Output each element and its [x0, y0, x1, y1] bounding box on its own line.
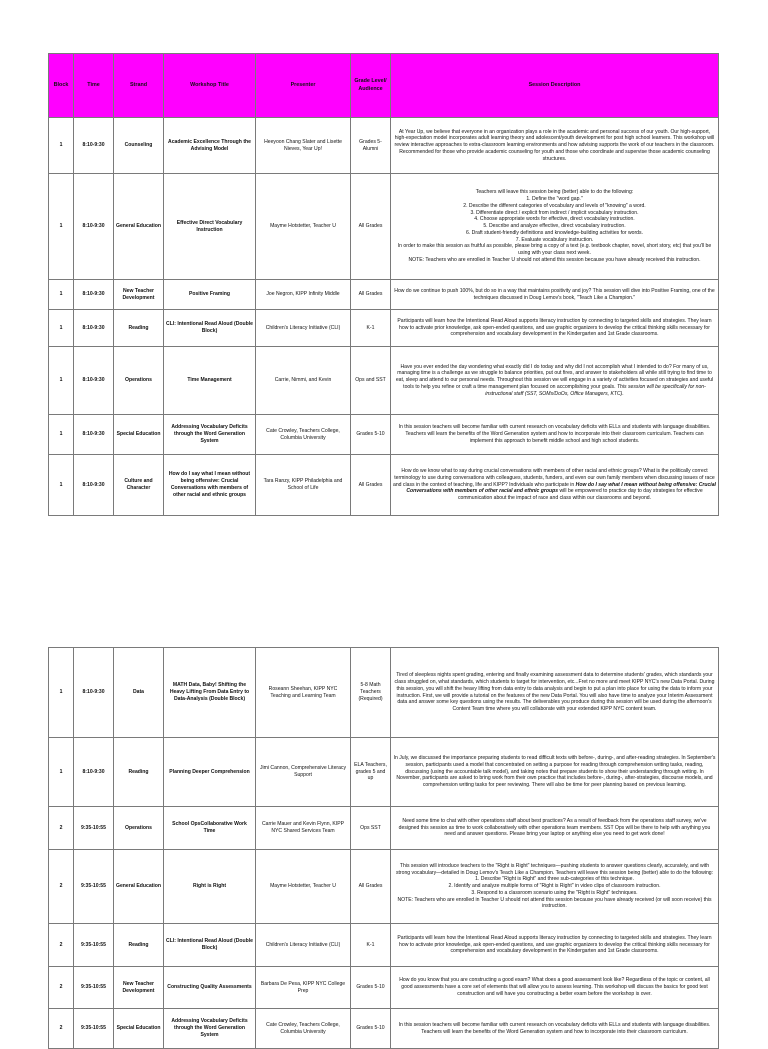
- cell-time: 9:35-10:55: [74, 850, 114, 924]
- cell-strand: General Education: [114, 850, 164, 924]
- cell-block: 1: [49, 648, 74, 738]
- desc-line: 1. Describe "Right is Right" and three sub-categories of this technique.: [475, 876, 634, 883]
- cell-strand: Data: [114, 648, 164, 738]
- cell-presenter: Joe Negron, KIPP Infinity Middle: [256, 280, 351, 310]
- table-row: [49, 347, 719, 415]
- cell-time: 9:35-10:55: [74, 924, 114, 967]
- cell-presenter: Heeyoon Chang Slater and Lisette Nieves, Year Up!: [256, 118, 351, 174]
- cell-description: In July, we discussed the importance preparing students to read difficult texts with before-, during-, and after-reading strategies. In September's session, participants used a model that concentrated on setting a purpose for reading through comprehension writing tasks, reading, discussing (using the accountable talk model), and taking notes that prepare students to show their understanding through writing. In November, participants are asked to bring work from their own practice that includes before-, during-, after-strategies, discourse models, and comprehension writing tasks for peer reviewing. There will also be time for peer planning based on previous learning.: [391, 738, 719, 807]
- cell-title: Constructing Quality Assessments: [164, 967, 256, 1009]
- cell-presenter: Mayme Hotstetter, Teacher U: [256, 174, 351, 280]
- cell-time: 8:10-9:30: [74, 280, 114, 310]
- cell-strand: Operations: [114, 347, 164, 415]
- cell-title: CLI: Intentional Read Aloud (Double Block): [164, 924, 256, 967]
- table-row: [49, 455, 719, 516]
- cell-description: Participants will learn how the Intentional Read Aloud supports literacy instruction by connecting to targeted skills and strategies. They learn how to activate prior knowledge, ask open-ended questions, and use graphic organizers to develop the critical thinking skills necessary for comprehension and vocabulary development in the Kindergarten and 1st Grade classrooms.: [391, 310, 719, 347]
- cell-description: In this session teachers will become familiar with current research on vocabulary deficits with ELLs and students with language disabilities. Teachers will learn the benefits of the Word Generation system and how to incorporate into their classroom curriculum. Teachers can implement this approach to benefit middle school and high school students.: [391, 415, 719, 455]
- cell-block: 1: [49, 415, 74, 455]
- table-row: [49, 118, 719, 174]
- table-row: [49, 967, 719, 1009]
- desc-line: 1. Define the "word gap.": [526, 196, 583, 203]
- cell-time: 8:10-9:30: [74, 455, 114, 516]
- schedule-table-1: [48, 53, 719, 516]
- cell-grade: Grades 5-Alumni: [351, 118, 391, 174]
- cell-grade: All Grades: [351, 280, 391, 310]
- cell-block: 1: [49, 310, 74, 347]
- desc-line: 3. Differentiate direct / explicit from indirect / implicit vocabulary instruction.: [470, 209, 639, 216]
- cell-grade: K-1: [351, 924, 391, 967]
- cell-description: Participants will learn how the Intentional Read Aloud supports literacy instruction by connecting to targeted skills and strategies. They learn how to activate prior knowledge, ask open-ended questions, and use graphic organizers to develop the critical thinking skills necessary for comprehension and vocabulary development in the Kindergarten and 1st Grade classrooms.: [391, 924, 719, 967]
- cell-description: How do we continue to push 100%, but do so in a way that maintains positivity and joy? This session will dive into Positive Framing, one of the techniques discussed in Doug Lemov's book, "Teach Like a Champion.": [391, 280, 719, 310]
- cell-time: 8:10-9:30: [74, 738, 114, 807]
- table-row: [49, 850, 719, 924]
- header-presenter: Presenter: [256, 54, 351, 118]
- cell-presenter: Carrie Mauer and Kevin Flynn, KIPP NYC Shared Services Team: [256, 807, 351, 850]
- cell-grade: Grades 5-10: [351, 967, 391, 1009]
- header-description: Session Description: [391, 54, 719, 118]
- cell-time: 8:10-9:30: [74, 118, 114, 174]
- cell-block: 1: [49, 280, 74, 310]
- cell-description: [391, 850, 719, 924]
- cell-block: 1: [49, 347, 74, 415]
- desc-line: NOTE: Teachers who are enrolled in Teacher U should not attend this session because you have already received this instruction.: [408, 256, 701, 263]
- desc-line: 3. Respond to a classroom scenario using the "Right is Right" techniques.: [471, 889, 638, 896]
- cell-description: At Year Up, we believe that everyone in an organization plays a role in the academic and personal success of our youth. Our high-support, high-expectation model incorporates adult learning theory and adolescent/youth development for post high school learners. This workshop will review interactive approaches to extra-classroom learning environments and how advising supports the work of our teachers in the classroom. Recommended for those who provide academic counseling for youth and those who coordinate and supervise those academic counseling structures.: [391, 118, 719, 174]
- cell-presenter: Roseann Sheehan, KIPP NYC Teaching and Learning Team: [256, 648, 351, 738]
- cell-grade: 5-8 Math Teachers (Required): [351, 648, 391, 738]
- desc-line: 6. Draft student-friendly definitions and knowledge-building activities for words.: [466, 229, 643, 236]
- cell-title: Positive Framing: [164, 280, 256, 310]
- cell-grade: Grades 5-10: [351, 1009, 391, 1049]
- desc-line: 2. Describe the different categories of vocabulary and levels of "knowing" a word.: [463, 202, 646, 209]
- cell-strand: Reading: [114, 310, 164, 347]
- table-row: [49, 1009, 719, 1049]
- cell-strand: Culture and Character: [114, 455, 164, 516]
- cell-block: 2: [49, 1009, 74, 1049]
- cell-strand: Special Education: [114, 1009, 164, 1049]
- cell-time: 8:10-9:30: [74, 648, 114, 738]
- cell-grade: ELA Teachers, grades 5 and up: [351, 738, 391, 807]
- cell-strand: Reading: [114, 924, 164, 967]
- cell-presenter: Jimi Cannon, Comprehensive Literacy Support: [256, 738, 351, 807]
- cell-grade: All Grades: [351, 850, 391, 924]
- cell-time: 9:35-10:55: [74, 807, 114, 850]
- cell-time: 8:10-9:30: [74, 174, 114, 280]
- desc-line: This session will introduce teachers to the "Right is Right" techniques—pushing students to answer questions clearly, accurately, and with strong vocabulary—detailed in Doug Lemov's Teach Like a Champion. Teachers will leave this session being (better) able to do the following:: [395, 862, 714, 876]
- desc-emphasis: How do I say what I mean without being offensive: Crucial Conversations with members of other racial and ethnic groups: [406, 481, 716, 495]
- cell-title: Academic Excellence Through the Advising Model: [164, 118, 256, 174]
- cell-presenter: Children's Literacy Initiative (CLI): [256, 924, 351, 967]
- cell-title: Effective Direct Vocabulary Instruction: [164, 174, 256, 280]
- desc-text: will be empowered to practice day to day strategies for effective communication about the impact of race and class within our classrooms and beyond.: [457, 488, 703, 502]
- cell-strand: New Teacher Development: [114, 967, 164, 1009]
- cell-strand: Counseling: [114, 118, 164, 174]
- cell-strand: Operations: [114, 807, 164, 850]
- cell-time: 8:10-9:30: [74, 415, 114, 455]
- cell-title: Planning Deeper Comprehension: [164, 738, 256, 807]
- desc-text: Have you ever ended the day wondering what exactly did I do today and why did I not accomplish what I intended to do? For many of us, managing time is a challenge as we struggle to balance priorities, put out fires, and answer to stakeholders all while still trying to find time to eat, sleep and attend to our personal needs. Throughout this session we will engage in a variety of activities focused on strategies and useful tools to help you refine or craft a time management plan focused on accomplishing your goals.: [395, 363, 714, 390]
- cell-description: How do you know that you are constructing a good exam? What does a good assessment look like? Regardless of the topic or content, all good assessments have a core set of elements that will allow you to assess learning. This workshop will discuss the basics for good test construction and will have you constructing a better exam before the workshop is over.: [391, 967, 719, 1009]
- cell-time: 9:35-10:55: [74, 967, 114, 1009]
- cell-grade: Ops and SST: [351, 347, 391, 415]
- cell-presenter: Cate Crowley, Teachers College, Columbia University: [256, 1009, 351, 1049]
- desc-line: In order to make this session as fruitful as possible, please bring a copy of a text (e.g. textbook chapter, novel, short story, etc) that you'll be using with your class next week.: [397, 243, 712, 257]
- cell-block: 1: [49, 118, 74, 174]
- desc-line: 2. Identify and analyze multiple forms of "Right is Right" in video clips of classroom instruction.: [448, 883, 661, 890]
- header-block: Block: [49, 54, 74, 118]
- cell-block: 2: [49, 924, 74, 967]
- cell-strand: New Teacher Development: [114, 280, 164, 310]
- table-row: [49, 648, 719, 738]
- cell-title: Time Management: [164, 347, 256, 415]
- cell-grade: All Grades: [351, 455, 391, 516]
- cell-time: 9:35-10:55: [74, 1009, 114, 1049]
- cell-time: 8:10-9:30: [74, 310, 114, 347]
- cell-description: Tired of sleepless nights spent grading, entering and finally examining assessment data to determine students' grades, which standards your class struggled on, what standards, which students to target for intervention, etc...Fret no more and meet KIPP NYC's new Data Portal. During this session, you will shift the heavy lifting from data entry to data analysis and begin to put a plan into place for using the data to inform your instruction. First, we will provide a tutorial on the features of the new Data Portal. You will also have time to analyze your Interim Assessment data and answer some key questions using the results. The deliverables you produce during this session will be used during the afternoon's Content Team time where you will collaborate with your extended KIPP NYC content team.: [391, 648, 719, 738]
- cell-description: [391, 455, 719, 516]
- cell-title: Addressing Vocabulary Deficits through the Word Generation System: [164, 415, 256, 455]
- cell-block: 2: [49, 850, 74, 924]
- cell-strand: General Education: [114, 174, 164, 280]
- cell-block: 2: [49, 967, 74, 1009]
- cell-title: How do I say what I mean without being offensive: Crucial Conversations with members of other racial and ethnic groups: [164, 455, 256, 516]
- table-row: [49, 738, 719, 807]
- cell-presenter: Cate Crowley, Teachers College, Columbia University: [256, 415, 351, 455]
- cell-presenter: Barbara De Pesa, KIPP NYC College Prep: [256, 967, 351, 1009]
- cell-description: In this session teachers will become familiar with current research on vocabulary deficits with ELLs and students with language disabilities. Teachers will learn the benefits of the Word Generation system and how to incorporate into their classroom curriculum.: [391, 1009, 719, 1049]
- cell-strand: Special Education: [114, 415, 164, 455]
- header-grade: Grade Level/ Audience: [351, 54, 391, 118]
- table-row: [49, 310, 719, 347]
- desc-text: How do we know what to say during crucial conversations with members of other racial and ethnic groups? What is the politically correct terminology to use during conversations with colleagues, students, funders, and even our own family members when discussing issues of race and class in the context of teaching, life and KIPP? Individuals who participate in: [393, 468, 715, 488]
- desc-line: 7. Evaluate vocabulary instruction.: [515, 236, 594, 243]
- cell-strand: Reading: [114, 738, 164, 807]
- header-strand: Strand: [114, 54, 164, 118]
- desc-line: 5. Describe and analyze effective, direct vocabulary instruction.: [483, 223, 626, 230]
- cell-description: [391, 174, 719, 280]
- cell-block: 1: [49, 455, 74, 516]
- cell-description: [391, 347, 719, 415]
- cell-presenter: Tara Ranzy, KIPP Philadelphia and School of Life: [256, 455, 351, 516]
- cell-grade: Grades 5-10: [351, 415, 391, 455]
- cell-grade: All Grades: [351, 174, 391, 280]
- table-row: [49, 924, 719, 967]
- cell-description: Need some time to chat with other operations staff about best practices? As a result of feedback from the operations staff survey, we've designed this session as time to work collaboratively with other operations team members. SST Ops will be there to help with anything you need and answer questions. Please bring your laptop or anything else you need to get work done!: [391, 807, 719, 850]
- header-title: Workshop Title: [164, 54, 256, 118]
- cell-presenter: Children's Literacy Initiative (CLI): [256, 310, 351, 347]
- header-row: [49, 54, 719, 118]
- header-time: Time: [74, 54, 114, 118]
- table-row: [49, 807, 719, 850]
- desc-note: This session will be specifically for non-instructional staff (SST, SOMs/DoOs, Office Managers, KTC).: [485, 383, 706, 397]
- table-row: [49, 174, 719, 280]
- desc-line: NOTE: Teachers who are enrolled in Teacher U should not attend this session because you have already received (or will soon receive) this instruction.: [397, 896, 712, 910]
- cell-title: Right is Right: [164, 850, 256, 924]
- desc-line: Teachers will leave this session being (better) able to do the following:: [475, 189, 634, 196]
- cell-title: CLI: Intentional Read Aloud (Double Block): [164, 310, 256, 347]
- cell-title: School OpsCollaborative Work Time: [164, 807, 256, 850]
- desc-line: 4. Choose appropriate words for effective, direct vocabulary instruction.: [474, 216, 635, 223]
- cell-grade: K-1: [351, 310, 391, 347]
- table-row: [49, 280, 719, 310]
- cell-block: 2: [49, 807, 74, 850]
- cell-grade: Ops SST: [351, 807, 391, 850]
- cell-title: MATH Data, Baby! Shifting the Heavy Lifting From Data Entry to Data-Analysis (Double Block): [164, 648, 256, 738]
- cell-block: 1: [49, 738, 74, 807]
- cell-presenter: Mayme Hotstetter, Teacher U: [256, 850, 351, 924]
- cell-title: Addressing Vocabulary Deficits through the Word Generation System: [164, 1009, 256, 1049]
- cell-block: 1: [49, 174, 74, 280]
- table-row: [49, 415, 719, 455]
- cell-presenter: Carrie, Nimmi, and Kevin: [256, 347, 351, 415]
- schedule-table-2: [48, 647, 719, 1049]
- cell-time: 8:10-9:30: [74, 347, 114, 415]
